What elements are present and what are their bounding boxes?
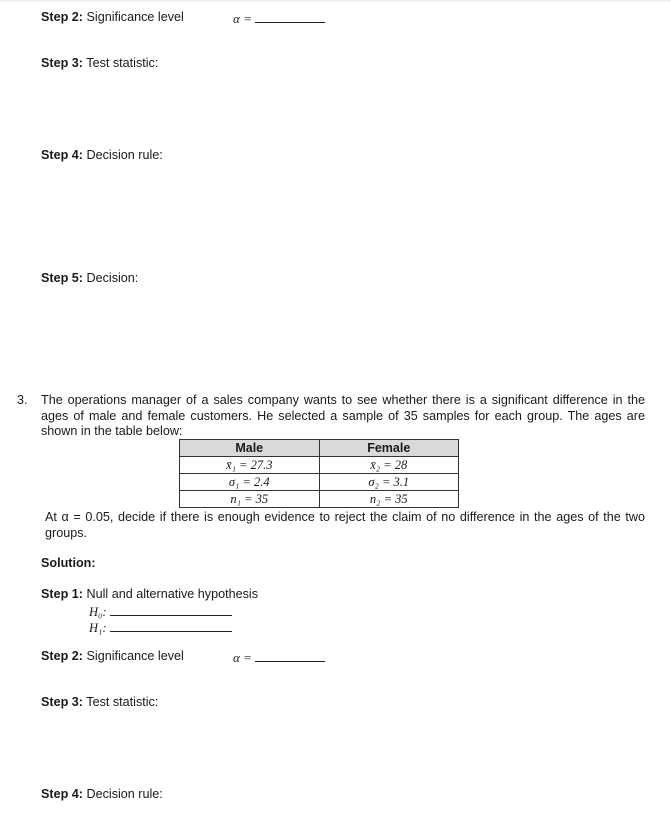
step4-decision-rule — [41, 148, 163, 162]
step-text: Test statistic: — [83, 56, 159, 70]
solution-heading: Solution: — [41, 556, 96, 570]
alpha-blank[interactable] — [255, 10, 325, 23]
alpha-answer-field[interactable] — [233, 10, 325, 27]
step-label: Step 3: — [41, 695, 83, 709]
ages-table — [179, 439, 459, 508]
step-label: Step 4: — [41, 787, 83, 801]
h0-label: H₀: — [89, 605, 107, 619]
alpha-blank[interactable] — [255, 649, 325, 662]
h1-blank[interactable] — [110, 619, 232, 632]
table-row — [180, 457, 459, 474]
step3-test-statistic — [41, 56, 158, 70]
table-row — [180, 474, 459, 491]
step-label: Step 2: — [41, 649, 83, 663]
table-cell: n₂ = 35 — [319, 491, 459, 508]
solution-step3-test-statistic — [41, 695, 158, 709]
h0-blank[interactable] — [110, 603, 232, 616]
alpha-label: α = — [233, 11, 252, 26]
step-label: Step 5: — [41, 271, 83, 285]
alternative-hypothesis-field[interactable] — [89, 619, 232, 636]
step-text: Significance level — [83, 10, 184, 24]
question-number: 3. — [17, 393, 28, 407]
step-text: Null and alternative hypothesis — [83, 587, 259, 601]
question-text: The operations manager of a sales company wants to see whether there is a significant difference in the ages of male and female customers. He selected a sample of 35 samples for each group. The ages are shown in the table below: — [41, 393, 645, 438]
solution-alpha-answer-field[interactable] — [233, 649, 325, 666]
table-header-row — [180, 440, 459, 457]
step-text: Test statistic: — [83, 695, 159, 709]
step-label: Step 3: — [41, 56, 83, 70]
table-header-female: Female — [319, 440, 459, 457]
table-cell: x̄₂ = 28 — [319, 457, 459, 474]
table-cell: n₁ = 35 — [180, 491, 320, 508]
table-row — [180, 491, 459, 508]
step-text: Decision rule: — [83, 148, 163, 162]
step-text: Significance level — [83, 649, 184, 663]
step-label: Step 4: — [41, 148, 83, 162]
null-hypothesis-field[interactable] — [89, 603, 232, 620]
table-cell: σ₂ = 3.1 — [319, 474, 459, 491]
alpha-instruction: At α = 0.05, decide if there is enough evidence to reject the claim of no difference in the ages of the two groups. — [45, 510, 645, 540]
table-cell: x̄₁ = 27.3 — [180, 457, 320, 474]
step-text: Decision rule: — [83, 787, 163, 801]
step-label: Step 2: — [41, 10, 83, 24]
table-cell: σ₁ = 2.4 — [180, 474, 320, 491]
step5-decision — [41, 271, 138, 285]
solution-step2-significance-level — [41, 649, 184, 663]
alpha-label: α = — [233, 650, 252, 665]
step-text: Decision: — [83, 271, 139, 285]
solution-step1-hypothesis — [41, 587, 258, 601]
h1-label: H₁: — [89, 621, 107, 635]
step2-significance-level — [41, 10, 184, 24]
step-label: Step 1: — [41, 587, 83, 601]
page-top-edge — [0, 0, 671, 2]
table-header-male: Male — [180, 440, 320, 457]
solution-step4-decision-rule — [41, 787, 163, 801]
